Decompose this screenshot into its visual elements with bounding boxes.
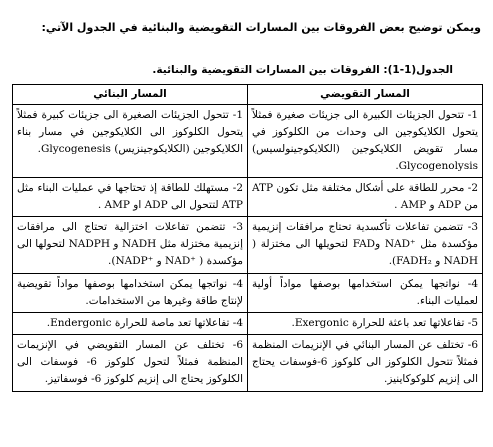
anabolic-cell: 1- تتحول الجزيئات الصغيرة الى جزيئات كبيرة فمثلاً يتحول الكلوكوز الى الكلايكوجين في مسار بناء الكلايكوجين (الكلايكوجينزيس) Glycogenesis. [13, 105, 248, 178]
catabolic-cell: 3- تتضمن تفاعلات تأكسدية تحتاج مرافقات إنزيمية مؤكسدة مثل ⁺NAD وFAD لتحويلها الى مختزلة ( NADH و FADH₂). [248, 217, 483, 274]
table-row [13, 178, 483, 217]
intro-sentence: ويمكن توضيح بعض الفروقات بين المسارات التقويضية والبنائية في الجدول الآتي: [41, 21, 481, 34]
table-row [13, 274, 483, 313]
anabolic-cell: 6- تختلف عن المسار التقويضي في الإنزيمات المنظمة فمثلاً لتحول كلوكوز 6- فوسفات الى الكلوكوز يحتاج الى إنزيم كلوكوز 6- فوسفاتيز. [13, 335, 248, 392]
table-row [13, 105, 483, 178]
catabolic-cell: 6- تختلف عن المسار البنائي في الإنزيمات المنظمة فمثلاً تتحول الكلوكوز الى كلوكوز 6-فوسفات يحتاج الى إنزيم كلوكوكاينيز. [248, 335, 483, 392]
anabolic-cell: 4- نواتجها يمكن استخدامها بوصفها مواداً تقويضية لإنتاج طاقة وغيرها من الاستخدامات. [13, 274, 248, 313]
header-anabolic: المسار البنائي [13, 85, 248, 105]
header-catabolic: المسار التقويضي [248, 85, 483, 105]
anabolic-cell: 3- تتضمن تفاعلات اختزالية تحتاج الى مرافقات إنزيمية مختزلة مثل NADH و NADPH لتحولها الى مؤكسدة ( ⁺NAD و ⁺NADP). [13, 217, 248, 274]
table-caption: الجدول(1-1): الفروقات بين المسارات التقويضية والبنائية. [152, 64, 453, 76]
comparison-table [12, 84, 483, 392]
catabolic-cell: 2- محرر للطاقة على أشكال مختلفة مثل تكون ATP من ADP و AMP . [248, 178, 483, 217]
anabolic-cell: 4- تفاعلاتها تعد ماصة للحرارة Endergonic. [13, 313, 248, 335]
anabolic-cell: 2- مستهلك للطاقة إذ تحتاجها في عمليات البناء مثل ATP لتتحول الى ADP او AMP . [13, 178, 248, 217]
catabolic-cell: 4- نواتجها يمكن استخدامها بوصفها مواداً أولية لعمليات البناء. [248, 274, 483, 313]
catabolic-cell: 1- تتحول الجزيئات الكبيرة الى جزيئات صغيرة فمثلاً يتحول الكلايكوجين الى وحدات من الكلوكوز في مسار تقويض الكلايكوجين (الكلايكوجينولسيس) Glycogenolysis. [248, 105, 483, 178]
table-row [13, 217, 483, 274]
table-row [13, 335, 483, 392]
catabolic-cell: 5- تفاعلاتها تعد باعثة للحرارة Exergonic. [248, 313, 483, 335]
table-row [13, 313, 483, 335]
table-header-row [13, 85, 483, 105]
